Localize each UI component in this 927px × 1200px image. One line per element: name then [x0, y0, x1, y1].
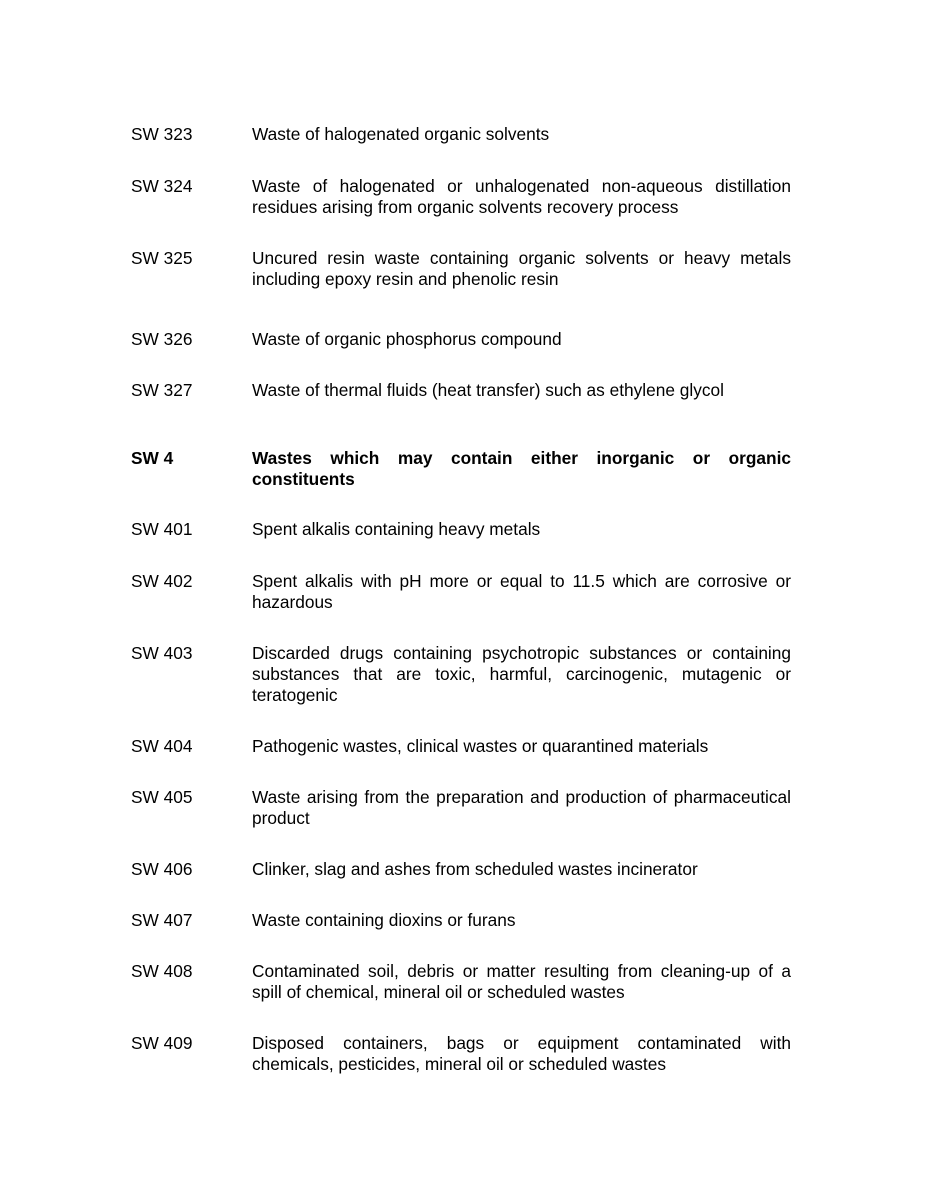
waste-description: Waste of halogenated or unhalogenated non-aqueous distillation residues arising from organic solvents recovery process — [252, 176, 791, 217]
waste-description: Spent alkalis containing heavy metals — [252, 519, 541, 539]
waste-description: Discarded drugs containing psychotropic substances or containing substances that are toxic, harmful, carcinogenic, mutagenic or teratogenic — [252, 643, 791, 705]
waste-description: Disposed containers, bags or equipment contaminated with chemicals, pesticides, mineral oil or scheduled wastes — [252, 1033, 791, 1074]
waste-description: Waste arising from the preparation and production of pharmaceutical product — [252, 787, 791, 828]
waste-code: SW 323 — [131, 124, 193, 144]
waste-code: SW 409 — [131, 1033, 193, 1053]
waste-code: SW 407 — [131, 910, 193, 930]
waste-description: Waste of organic phosphorus compound — [252, 329, 562, 349]
waste-description: Clinker, slag and ashes from scheduled wastes incinerator — [252, 859, 698, 879]
waste-description: Waste of halogenated organic solvents — [252, 124, 550, 144]
waste-code: SW 406 — [131, 859, 193, 879]
section-title: Wastes which may contain either inorganic or organic constituents — [252, 448, 791, 489]
waste-description: Pathogenic wastes, clinical wastes or quarantined materials — [252, 736, 709, 756]
waste-code: SW 326 — [131, 329, 193, 349]
waste-description: Waste containing dioxins or furans — [252, 910, 516, 930]
waste-description: Spent alkalis with pH more or equal to 11.5 which are corrosive or hazardous — [252, 571, 791, 612]
waste-description: Contaminated soil, debris or matter resulting from cleaning-up of a spill of chemical, mineral oil or scheduled wastes — [252, 961, 791, 1002]
waste-code: SW 402 — [131, 571, 193, 591]
waste-description: Uncured resin waste containing organic solvents or heavy metals including epoxy resin and phenolic resin — [252, 248, 791, 289]
waste-code: SW 405 — [131, 787, 193, 807]
waste-code: SW 401 — [131, 519, 193, 539]
section-code: SW 4 — [131, 448, 174, 468]
waste-code: SW 408 — [131, 961, 193, 981]
waste-code: SW 327 — [131, 380, 193, 400]
waste-code: SW 404 — [131, 736, 193, 756]
waste-code: SW 325 — [131, 248, 193, 268]
waste-code: SW 403 — [131, 643, 193, 663]
waste-code: SW 324 — [131, 176, 193, 196]
waste-description: Waste of thermal fluids (heat transfer) such as ethylene glycol — [252, 380, 724, 400]
